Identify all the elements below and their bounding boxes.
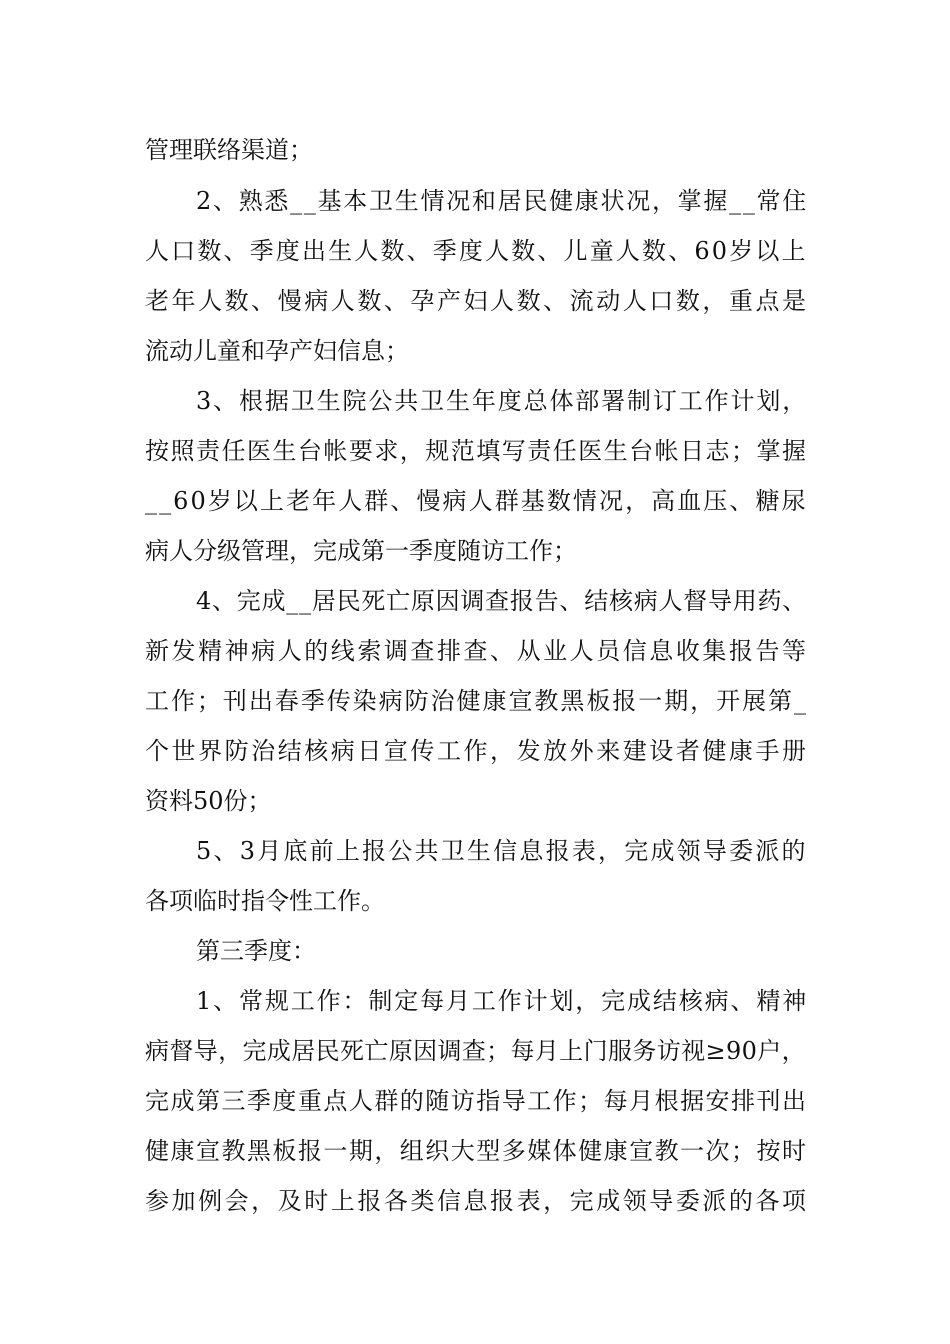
paragraph-start-line: 5、3月底前上报公共卫生信息报表，完成领导委派的 [196,837,808,865]
text-line: 参加例会，及时上报各类信息报表，完成领导委派的各项 [145,1187,809,1215]
paragraph-start-line: 3、根据卫生院公共卫生年度总体部署制订工作计划， [196,387,809,415]
text-line: 病督导，完成居民死亡原因调查；每月上门服务访视≥90户， [145,1037,807,1065]
paragraph-start-line: 4、完成__居民死亡原因调查报告、结核病人督导用药、 [196,587,808,615]
text-line: 流动儿童和孕产妇信息； [145,337,409,365]
text-line: 管理联络渠道； [145,136,313,164]
text-line: 健康宣教黑板报一期，组织大型多媒体健康宣教一次；按时 [145,1137,808,1165]
text-line: 人口数、季度出生人数、季度人数、儿童人数、60岁以上 [145,237,808,265]
text-line: 各项临时指令性工作。 [145,887,385,915]
text-line: 新发精神病人的线索调查排查、从业人员信息收集报告等 [145,637,809,665]
text-line: 病人分级管理，完成第一季度随访工作； [145,537,577,565]
text-line: 资料50份； [145,787,272,815]
paragraph-start-line: 1、常规工作：制定每月工作计划，完成结核病、精神 [196,987,809,1015]
section-heading: 第三季度： [196,937,316,965]
paragraph-start-line: 2、熟悉__基本卫生情况和居民健康状况，掌握__常住 [196,187,808,215]
text-line: __60岁以上老年人群、慢病人群基数情况，高血压、糖尿 [145,487,808,515]
text-line: 按照责任医生台帐要求，规范填写责任医生台帐日志；掌握 [145,437,808,465]
text-line: 工作；刊出春季传染病防治健康宣教黑板报一期，开展第_ [145,687,808,715]
text-line: 个世界防治结核病日宣传工作，发放外来建设者健康手册 [145,737,809,765]
text-line: 完成第三季度重点人群的随访指导工作；每月根据安排刊出 [145,1087,808,1115]
text-line: 老年人数、慢病人数、孕产妇人数、流动人口数，重点是 [145,287,809,315]
